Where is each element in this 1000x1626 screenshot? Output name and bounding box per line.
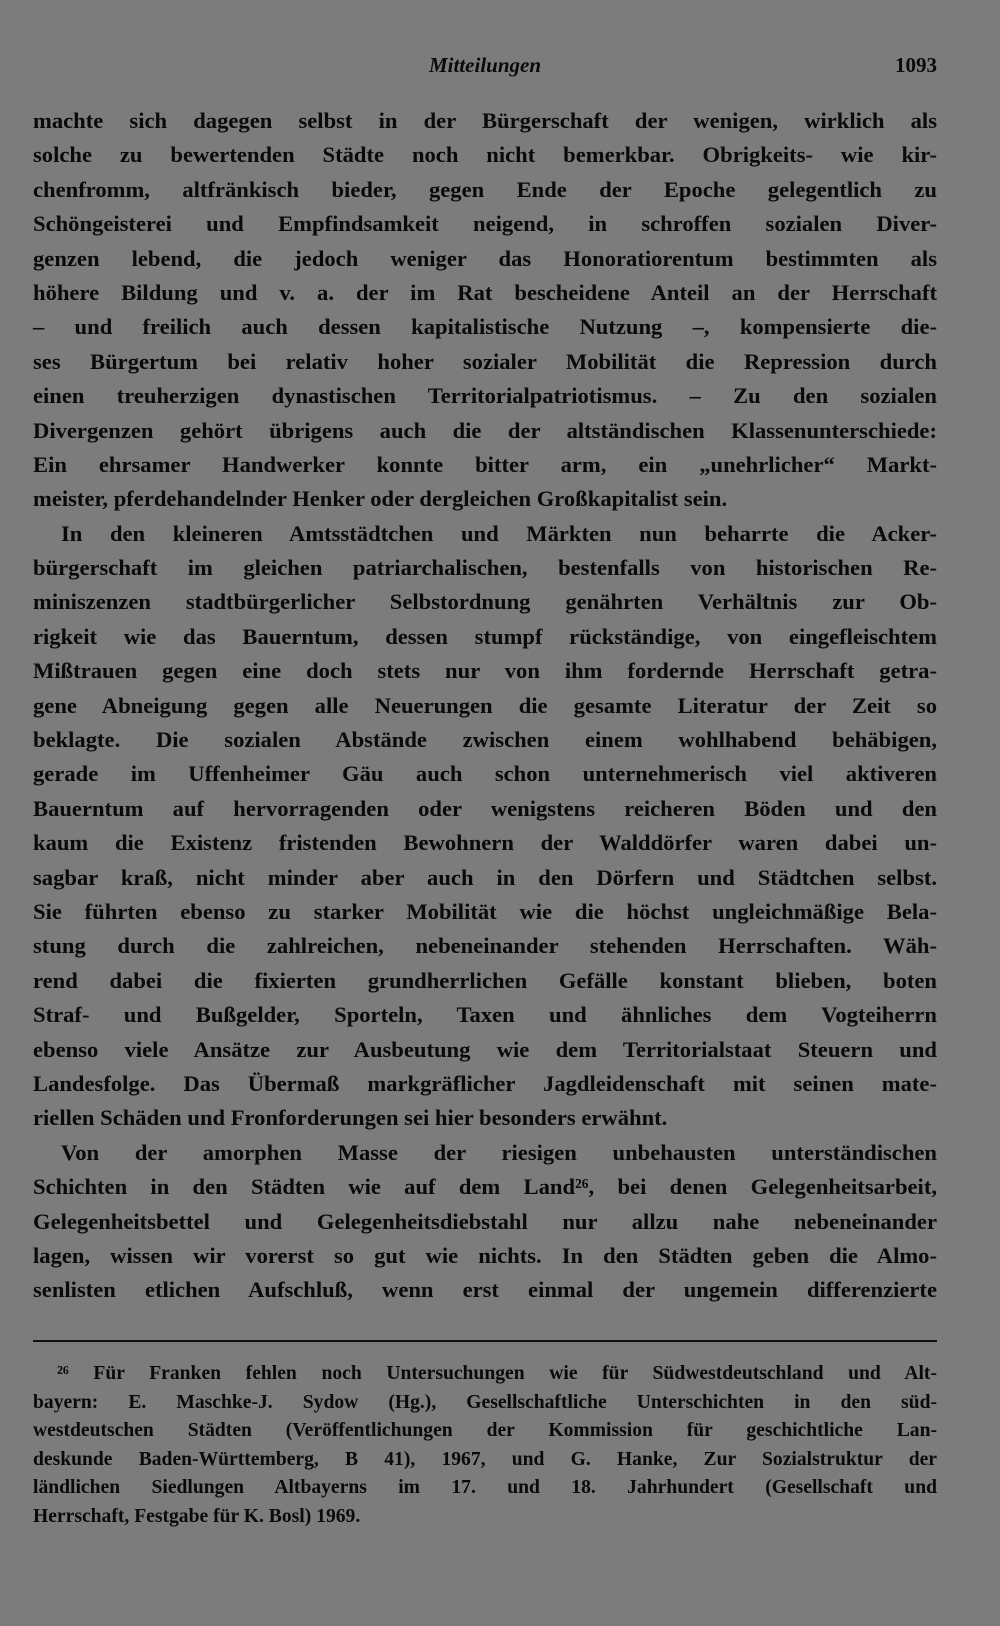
text-line: gerade im Uffenheimer Gäu auch schon unternehmerisch viel aktiveren (33, 761, 937, 787)
text-line: Straf- und Bußgelder, Sporteln, Taxen und ähnliches dem Vogteiherrn (33, 1002, 937, 1028)
text-line: stung durch die zahlreichen, nebeneinander stehenden Herrschaften. Wäh- (33, 933, 937, 959)
page-number: 1093 (895, 53, 937, 77)
text-line: ses Bürgertum bei relativ hoher sozialer Mobilität die Repression durch (33, 348, 937, 374)
footnote-line: ländlichen Siedlungen Altbayerns im 17. und 18. Jahrhundert (Gesellschaft und (33, 1477, 937, 1498)
running-title: Mitteilungen (428, 53, 542, 77)
text-line: einen treuherzigen dynastischen Territorialpatriotismus. – Zu den sozialen (33, 383, 937, 409)
text-line: Ein ehrsamer Handwerker konnte bitter arm, ein „unehrlicher“ Markt- (33, 451, 937, 477)
text-line: Bauerntum auf hervorragenden oder wenigstens reicheren Böden und den (33, 795, 937, 821)
text-line: lagen, wissen wir vorerst so gut wie nichts. In den Städten geben die Almo- (33, 1242, 937, 1268)
text-line: riellen Schäden und Fronforderungen sei hier besonders erwähnt. (33, 1105, 668, 1131)
text-line: Schichten in den Städten wie auf dem Land²⁶, bei denen Gelegenheitsarbeit, (33, 1174, 937, 1200)
text-line: In den kleineren Amtsstädtchen und Märkten nun beharrte die Acker- (61, 520, 937, 546)
footnote-separator (33, 1340, 937, 1342)
text-line: Schöngeisterei und Empfindsamkeit neigend, in schroffen sozialen Diver- (33, 211, 937, 237)
text-line: ebenso viele Ansätze zur Ausbeutung wie dem Territorialstaat Steuern und (33, 1036, 937, 1062)
footnote-line: bayern: E. Maschke-J. Sydow (Hg.), Gesellschaftliche Unterschichten in den süd- (33, 1391, 937, 1413)
text-line: höhere Bildung und v. a. der im Rat bescheidene Anteil an der Herrschaft (33, 279, 937, 305)
text-line: senlisten etlichen Aufschluß, wenn erst einmal der ungemein differenzierte (33, 1277, 937, 1303)
footnote-line: ²⁶ Für Franken fehlen noch Untersuchungen wie für Südwestdeutschland und Alt- (57, 1363, 937, 1384)
text-line: chenfromm, altfränkisch bieder, gegen Ende der Epoche gelegentlich zu (33, 176, 937, 202)
text-line: Divergenzen gehört übrigens auch die der altständischen Klassenunterschiede: (33, 417, 937, 443)
text-line: genzen lebend, die jedoch weniger das Honoratiorentum bestimmten als (33, 245, 937, 271)
text-line: Landesfolge. Das Übermaß markgräflicher Jagdleidenschaft mit seinen mate- (33, 1070, 937, 1096)
text-line: beklagte. Die sozialen Abstände zwischen einem wohlhabend behäbigen, (33, 727, 937, 753)
text-line: machte sich dagegen selbst in der Bürgerschaft der wenigen, wirklich als (33, 108, 937, 133)
footnote-line: westdeutschen Städten (Veröffentlichungen der Kommission für geschichtliche Lan- (33, 1420, 937, 1441)
text-line: miniszenzen stadtbürgerlicher Selbstordnung genährten Verhältnis zur Ob- (33, 589, 937, 615)
text-line: Gelegenheitsbettel und Gelegenheitsdiebstahl nur allzu nahe nebeneinander (33, 1208, 937, 1234)
paragraph-3 (33, 1136, 937, 1308)
footnote-26 (33, 1360, 937, 1531)
text-line: bürgerschaft im gleichen patriarchalischen, bestenfalls von historischen Re- (33, 555, 937, 581)
text-line: rigkeit wie das Bauerntum, dessen stumpf rückständige, von eingefleischtem (33, 623, 937, 649)
paragraph-2 (33, 517, 937, 1136)
text-line: Sie führten ebenso zu starker Mobilität wie die höchst ungleichmäßige Bela- (33, 898, 937, 924)
paragraph-1 (33, 104, 937, 517)
page-header (33, 48, 937, 82)
text-line: sagbar kraß, nicht minder aber auch in den Dörfern und Städtchen selbst. (33, 864, 937, 890)
text-line: gene Abneigung gegen alle Neuerungen die gesamte Literatur der Zeit so (33, 692, 937, 718)
body-text (33, 104, 937, 1308)
footnote-line: Herrschaft, Festgabe für K. Bosl) 1969. (33, 1505, 361, 1527)
text-line: Mißtrauen gegen eine doch stets nur von ihm fordernde Herrschaft getra- (33, 658, 937, 684)
text-line: Von der amorphen Masse der riesigen unbehausten unterständischen (61, 1139, 937, 1165)
text-line: rend dabei die fixierten grundherrlichen Gefälle konstant blieben, boten (33, 967, 937, 993)
text-line: – und freilich auch dessen kapitalistische Nutzung –, kompensierte die- (33, 314, 937, 340)
text-line: meister, pferdehandelnder Henker oder dergleichen Großkapitalist sein. (33, 486, 728, 512)
text-line: kaum die Existenz fristenden Bewohnern der Walddörfer waren dabei un- (33, 830, 937, 856)
text-line: solche zu bewertenden Städte noch nicht bemerkbar. Obrigkeits- wie kir- (33, 142, 937, 168)
footnote-line: deskunde Baden-Württemberg, B 41), 1967, und G. Hanke, Zur Sozialstruktur der (33, 1448, 937, 1470)
